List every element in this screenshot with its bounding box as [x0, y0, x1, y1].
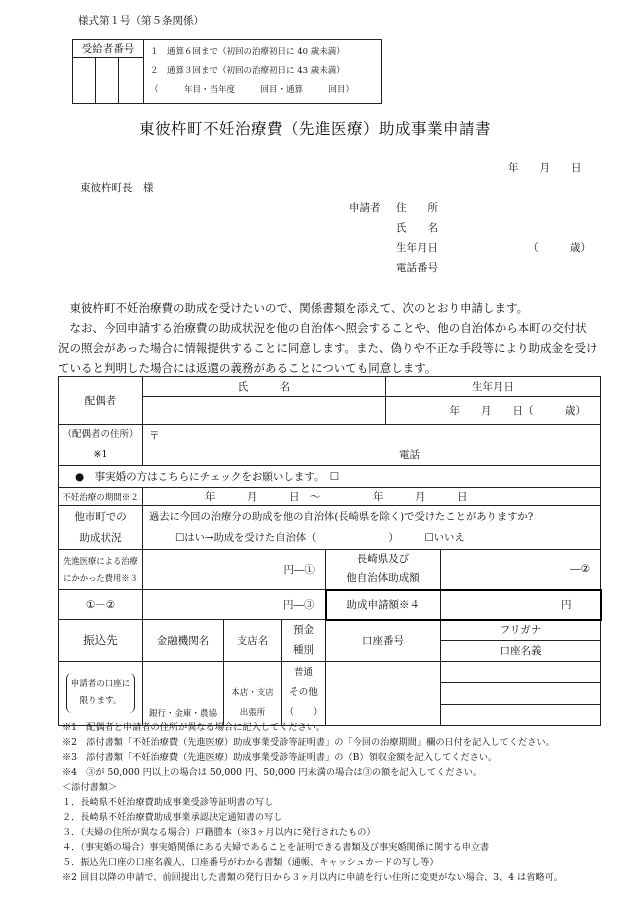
recipient-option-3: （ 年目・当年度 回目・通算 回目）	[150, 85, 355, 95]
transfer-note-cell	[59, 661, 143, 725]
applicant-phone-label: 電話番号	[396, 262, 438, 274]
recipient-options	[144, 40, 382, 104]
recipient-number-box	[72, 39, 382, 104]
recipient-option-2: ２ 通算３回まで（初回の治療初日に 43 歳未満）	[150, 66, 345, 76]
other-city-label	[59, 506, 143, 550]
holder-line	[441, 704, 600, 705]
difference-label: ①－②	[59, 590, 143, 620]
holder-line	[441, 682, 600, 683]
spouse-name-field[interactable]	[143, 397, 386, 425]
applicant-birth-label: 生年月日	[396, 242, 438, 254]
spouse-birth-header: 生年月日	[386, 377, 601, 397]
spouse-name-header: 氏 名	[143, 377, 386, 397]
addressee: 東彼杵町長 様	[80, 182, 154, 194]
postal-mark: 〒	[149, 430, 160, 442]
recipient-number-label: 受給者番号	[73, 40, 144, 58]
note-4: ※4 ③が 50,000 円以上の場合は 50,000 円、50,000 円未満の場合は③の額を記入してください。	[62, 767, 483, 778]
cost-label-2: にかかった費用※３	[63, 572, 138, 583]
other-city-label-2: 助成状況	[79, 531, 122, 544]
account-holder-field[interactable]	[441, 661, 601, 725]
attachment-3: ３．（夫婦の住所が異なる場合）戸籍謄本（※3ヶ月以内に発行されたもの）	[62, 827, 376, 838]
cost-label	[59, 550, 143, 590]
prefecture-subsidy-field[interactable]: ―②	[441, 550, 601, 590]
holder-header: 口座名義	[499, 644, 542, 657]
deposit-header-1: 預金	[293, 624, 314, 637]
transfer-note-2: 限ります。	[79, 696, 122, 706]
date-line: 年 月 日	[508, 162, 582, 174]
transfer-note-1: 申請者の口座に	[70, 679, 131, 689]
account-holder-header	[441, 620, 601, 662]
recipient-digit-cell[interactable]	[119, 58, 144, 104]
treatment-period-label: 不妊治療の期間※２	[59, 488, 143, 506]
final-note: ※2 回目以降の申請で、前回提出した書類の発行日から３ヶ月以内に申請を行い住所に変更がない場合、3、4 は省略可。	[62, 872, 563, 883]
pref-label-1: 長崎県及び	[356, 553, 410, 566]
application-table	[58, 376, 602, 726]
account-number-field[interactable]	[326, 661, 441, 725]
applicant-age: （ 歳）	[528, 242, 591, 254]
applicant-label: 申請者	[349, 202, 381, 214]
branch-types-1: 本店・支店	[231, 687, 274, 698]
request-amount-field[interactable]: 円	[441, 590, 601, 620]
attachment-1: １．長崎県不妊治療費助成事業受診等証明書の写し	[62, 797, 274, 808]
notes-section	[62, 720, 622, 885]
body-paragraph-1: 東彼杵町不妊治療費の助成を受けたいので、関係書類を添えて、次のとおり申請します。	[69, 301, 529, 315]
cost-label-1: 先進医療による治療	[63, 555, 138, 566]
recipient-digit-cell[interactable]	[96, 58, 119, 104]
deposit-type-header	[282, 620, 326, 662]
attachment-4: ４．（事実婚の場合）事実婚関係にある夫婦であることを証明できる書類及び事実婚関係に関する申立書	[62, 842, 490, 853]
deposit-type-2: （ ）	[284, 707, 323, 718]
branch-header: 支店名	[224, 620, 282, 662]
applicant-address-label: 住 所	[396, 202, 438, 214]
transfer-label: 振込先	[59, 620, 143, 662]
spouse-birth-field[interactable]: 年 月 日（ 歳）	[386, 397, 601, 425]
deposit-header-2: 種別	[293, 644, 314, 657]
branch-types-2: 出張所	[239, 707, 266, 718]
deposit-type-field[interactable]	[282, 661, 326, 725]
other-city-question: 過去に今回の治療分の助成を他の自治体(長崎県を除く)で受けたことがありますか?	[149, 510, 534, 523]
other-city-options[interactable]: ☐はい→助成を受けた自治体（ ） ☐いいえ	[175, 531, 465, 544]
branch-field[interactable]	[224, 661, 282, 725]
note-2: ※2 添付書類「不妊治療費（先進医療）助成事業受診等証明書」の「今回の治療期間」欄の日付を記入してください。	[62, 737, 555, 748]
spouse-address-field[interactable]	[143, 425, 601, 466]
other-city-field[interactable]	[143, 506, 601, 550]
attachment-5: ５．振込先口座の口座名義人、口座番号がわかる書類（通帳、キャッシュカードの写し等）	[62, 857, 439, 868]
note-3: ※3 添付書類「不妊治療費（先進医療）助成事業受診等証明書」の（B）領収金額を記入してください。	[62, 752, 498, 763]
furigana-header: フリガナ	[441, 621, 600, 641]
recipient-digit-cell[interactable]	[73, 58, 96, 104]
form-number: 様式第１号（第５条関係）	[78, 15, 204, 27]
cost-field[interactable]: 円―①	[143, 550, 326, 590]
spouse-address-label-text: （配偶者の住所）	[62, 429, 139, 440]
deposit-type-0: 普通	[293, 667, 313, 678]
account-number-header: 口座番号	[326, 620, 441, 662]
spouse-phone-label: 電話	[399, 449, 420, 461]
page-title: 東彼杵町不妊治療費（先進医療）助成事業申請書	[138, 120, 491, 138]
note-mark-1: ※1	[93, 449, 108, 460]
body-paragraph-2: なお、今回申請する治療費の助成状況を他の自治体へ照会することや、他の自治体から本町の交付状況の照会があった場合に情報提供することに同意します。また、偽りや不正な手段等により助成金を受けていると判明した場合には返還の義務があることについても同意します。	[58, 321, 598, 375]
spouse-label: 配偶者	[59, 377, 143, 425]
deposit-type-1: その他	[289, 687, 318, 698]
attachment-2: ２．長崎県不妊治療費助成事業承認決定通知書の写し	[62, 812, 283, 823]
prefecture-subsidy-label	[326, 550, 441, 590]
bank-field[interactable]: 銀行・金庫・農協	[143, 661, 224, 725]
bank-header: 金融機関名	[143, 620, 224, 662]
spouse-address-label	[59, 425, 143, 466]
transfer-note	[66, 673, 136, 713]
other-city-label-1: 他市町での	[74, 510, 127, 523]
note-1: ※1 配偶者と申請者の住所が異なる場合に記入してください。	[62, 722, 326, 733]
pref-label-2: 他自治体助成額	[346, 572, 420, 585]
common-law-check[interactable]: ● 事実婚の方はこちらにチェックをお願いします。 ☐	[59, 466, 601, 488]
applicant-name-label: 氏 名	[396, 222, 438, 234]
difference-field[interactable]: 円―③	[143, 590, 326, 620]
recipient-option-1: １ 通算６回まで（初回の治療初日に 40 歳未満）	[150, 47, 345, 57]
attachments-header: ＜添付書類＞	[62, 782, 118, 793]
treatment-period-field[interactable]: 年 月 日 ～ 年 月 日	[143, 488, 601, 506]
body-text	[58, 298, 598, 378]
request-amount-label: 助成申請額※４	[326, 590, 441, 620]
